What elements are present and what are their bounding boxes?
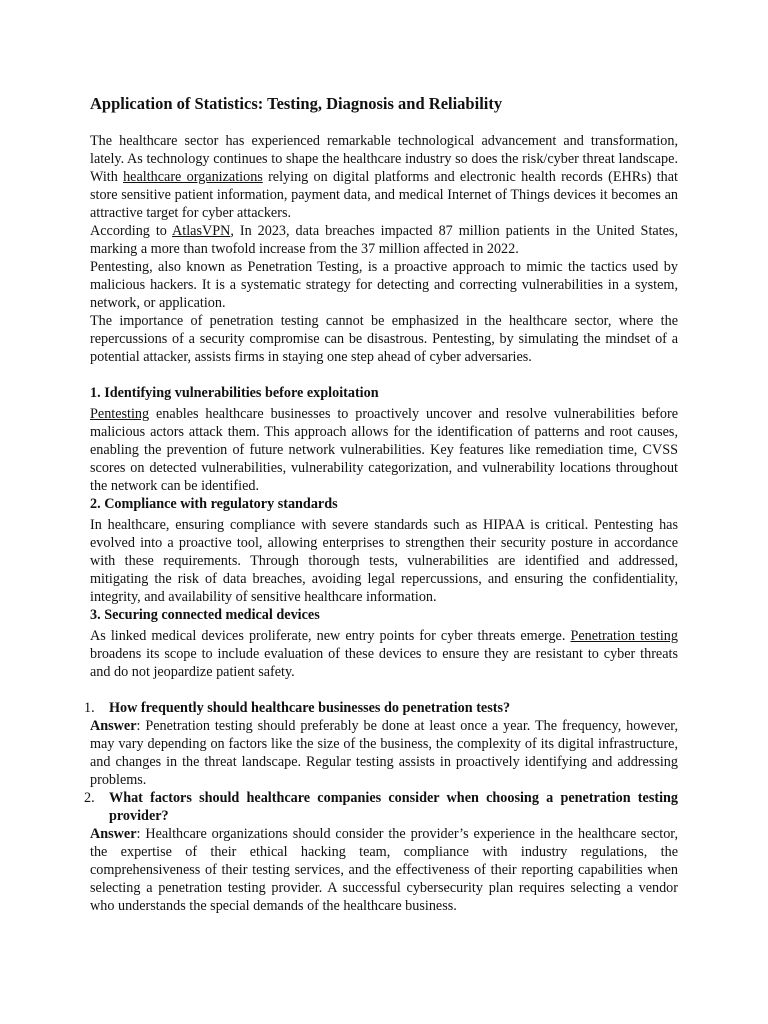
faq-question — [84, 699, 678, 717]
document-title: Application of Statistics: Testing, Diagnosis and Reliability — [90, 94, 503, 113]
intro-p2-text-b: , In 2023, data breaches impacted 87 million patients in the United States, marking a more than twofold increase from the 37 million affected in 2022. — [90, 223, 678, 257]
faq-number: 2. — [84, 790, 95, 806]
faq-question-text: What factors should healthcare companies consider when choosing a penetration testing provider? — [109, 790, 678, 824]
intro-p2-text-a: According to — [90, 223, 173, 239]
intro-paragraph-4: The importance of penetration testing cannot be emphasized in the healthcare sector, where the repercussions of a security compromise can be disastrous. Pentesting, by simulating the mindset of a potential attacker, assists firms in staying one step ahead of cyber adversaries. — [90, 313, 678, 365]
section-3 — [90, 606, 678, 681]
atlasvpn-link[interactable]: AtlasVPN — [172, 223, 231, 239]
faq-question-text: How frequently should healthcare businesses do penetration tests? — [109, 700, 511, 716]
intro-p1-text-a: The healthcare sector has experienced remarkable technological advancement and transformation, lately. As technology continues to shape the healthcare industry so does the risk/cyber threat landscape. With — [90, 133, 678, 185]
faq-question — [84, 789, 678, 825]
faq-list — [84, 699, 678, 915]
section-body-2: In healthcare, ensuring compliance with severe standards such as HIPAA is critical. Pentesting has evolved into a proactive tool, allowing enterprises to strengthen their security posture in accordance with these requirements. Through thorough tests, vulnerabilities are identified and addressed, mitigating the risk of data breaches, avoiding legal repercussions, and ensuring the confidentiality, integrity, and availability of sensitive healthcare information. — [90, 517, 678, 605]
section-body-1 — [90, 405, 678, 495]
intro-paragraph-2 — [90, 222, 678, 258]
faq-answer — [90, 825, 678, 915]
faq-answer-label: Answer — [90, 718, 137, 734]
section-1-text: enables healthcare businesses to proactively uncover and resolve vulnerabilities before malicious actors attack them. This approach allows for the identification of patterns and root causes, enabling the prevention of future network vulnerabilities. Key features like remediation time, CVSS scores on detected vulnerabilities, vulnerability categorization, and vulnerability locations throughout the network can be identified. — [90, 406, 678, 494]
intro-paragraph-3: Pentesting, also known as Penetration Testing, is a proactive approach to mimic the tactics used by malicious hackers. It is a systematic strategy for detecting and correcting vulnerabilities in a system, network, or application. — [90, 259, 678, 311]
healthcare-organizations-link[interactable]: healthcare organizations — [123, 169, 263, 185]
section-2 — [90, 495, 678, 606]
document-page — [84, 94, 678, 915]
pentesting-link[interactable]: Pentesting — [90, 406, 150, 422]
section-body-3 — [90, 627, 678, 681]
faq-answer-label: Answer — [90, 826, 137, 842]
intro-p1-text-b: relying on digital platforms and electronic health records (EHRs) that store sensitive patient information, payment data, and medical Internet of Things devices it becomes an attractive target for cyber attackers. — [90, 169, 678, 221]
penetration-testing-link[interactable]: Penetration testing — [570, 628, 678, 644]
faq-answer — [90, 717, 678, 789]
faq-item — [84, 789, 678, 915]
section-heading-1: 1. Identifying vulnerabilities before exploitation — [90, 385, 379, 401]
faq-answer-text: : Healthcare organizations should consider the provider’s experience in the healthcare sector, the expertise of their ethical hacking team, compliance with industry regulations, the comprehensiveness of their testing services, and the effectiveness of their reporting capabilities when selecting a penetration testing provider. A successful cybersecurity plan requires selecting a vendor who understands the special demands of the healthcare business. — [90, 826, 678, 914]
faq-answer-text: : Penetration testing should preferably be done at least once a year. The frequency, however, may vary depending on factors like the size of the business, the complexity of its digital infrastructure, and changes in the threat landscape. Regular testing assists in proactively identifying and addressing problems. — [90, 718, 678, 788]
section-heading-2: 2. Compliance with regulatory standards — [90, 496, 338, 512]
intro-paragraph-1 — [90, 132, 678, 222]
section-3-text-a: As linked medical devices proliferate, new entry points for cyber threats emerge. — [90, 628, 571, 644]
faq-number: 1. — [84, 700, 95, 716]
section-heading-3: 3. Securing connected medical devices — [90, 607, 320, 623]
faq-item — [84, 699, 678, 789]
section-3-text-b: broadens its scope to include evaluation of these devices to ensure they are resistant to cyber threats and do not jeopardize patient safety. — [90, 646, 678, 680]
section-1 — [90, 384, 678, 495]
